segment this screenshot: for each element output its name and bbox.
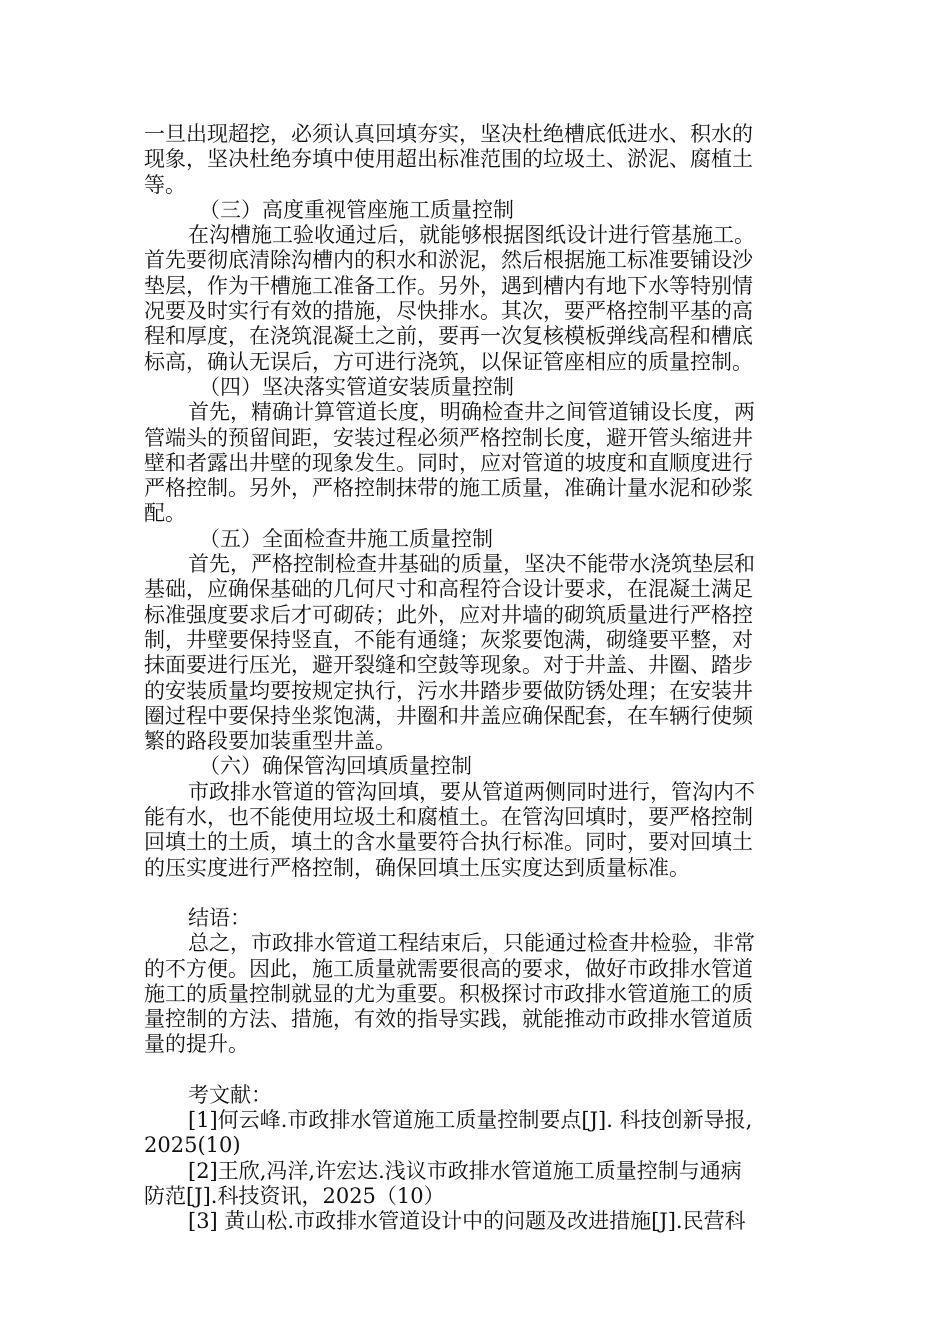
text-line: 首先要彻底清除沟槽内的积水和淤泥，然后根据施工标准要铺设沙 [144, 248, 753, 273]
blank-line [144, 1058, 804, 1083]
text-line: 的不方便。因此，施工质量就需要很高的要求，做好市政排水管道 [144, 956, 753, 981]
text-line: 市政排水管道的管沟回填，要从管道两侧同时进行，管沟内不 [188, 779, 755, 804]
text-line: [3] 黄山松.市政排水管道设计中的问题及改进措施[J].民营科 [188, 1209, 746, 1234]
text-line: 能有水，也不能使用垃圾土和腐植土。在管沟回填时，要严格控制 [144, 805, 753, 830]
text-line: 程和厚度，在浇筑混凝土之前，要再一次复核模板弹线高程和槽底 [144, 324, 753, 349]
section-heading: （六）确保管沟回填质量控制 [199, 754, 472, 779]
text-line: 首先，精确计算管道长度，明确检查井之间管道铺设长度，两 [188, 400, 755, 425]
text-line: 的压实度进行严格控制，确保回填土压实度达到质量标准。 [144, 855, 690, 880]
text-line: 结语： [188, 905, 251, 930]
section-heading: （三）高度重视管座施工质量控制 [199, 197, 514, 222]
text-line: 量的提升。 [144, 1032, 249, 1057]
text-line: 首先，严格控制检查井基础的质量，坚决不能带水浇筑垫层和 [188, 552, 755, 577]
section-heading: （四）坚决落实管道安装质量控制 [199, 374, 514, 399]
text-line: 况要及时实行有效的措施，尽快排水。其次，要严格控制平基的高 [144, 299, 753, 324]
text-line: 在沟槽施工验收通过后，就能够根据图纸设计进行管基施工。 [188, 223, 755, 248]
text-line: 标准强度要求后才可砌砖；此外，应对井墙的砌筑质量进行严格控 [144, 602, 753, 627]
text-line: 标高，确认无误后，方可进行浇筑，以保证管座相应的质量控制。 [144, 349, 753, 374]
text-line: [1]何云峰.市政排水管道施工质量控制要点[J]. 科技创新导报, [188, 1107, 753, 1132]
text-line: 现象，坚决杜绝夯填中使用超出标准范围的垃圾土、淤泥、腐植土 [144, 147, 753, 172]
text-line: 抹面要进行压光，避开裂缝和空鼓等现象。对于井盖、井圈、踏步 [144, 653, 753, 678]
text-line: 管端头的预留间距，安装过程必须严格控制长度，避开管头缩进井 [144, 425, 753, 450]
text-line: 繁的路段要加装重型井盖。 [144, 729, 396, 754]
text-line: [2]王欣,冯洋,许宏达.浅议市政排水管道施工质量控制与通病 [188, 1158, 742, 1183]
document-body [144, 122, 804, 1234]
text-line: 考文献： [188, 1082, 272, 1107]
text-line: 基础，应确保基础的几何尺寸和高程符合设计要求，在混凝土满足 [144, 577, 753, 602]
text-line: 壁和者露出井壁的现象发生。同时，应对管道的坡度和直顺度进行 [144, 450, 753, 475]
section-heading: （五）全面检查井施工质量控制 [199, 526, 493, 551]
text-line: 量控制的方法、措施，有效的指导实践，就能推动市政排水管道质 [144, 1007, 753, 1032]
text-line: 严格控制。另外，严格控制抹带的施工质量，准确计量水泥和砂浆 [144, 476, 753, 501]
text-line: 圈过程中要保持坐浆饱满，井圈和井盖应确保配套，在车辆行使频 [144, 703, 753, 728]
text-line: 总之，市政排水管道工程结束后，只能通过检查井检验，非常 [188, 931, 755, 956]
text-line: 配。 [144, 501, 186, 526]
text-line: 垫层，作为干槽施工准备工作。另外，遇到槽内有地下水等特别情 [144, 273, 753, 298]
text-line: 制，井壁要保持竖直，不能有通缝；灰浆要饱满，砌缝要平整，对 [144, 627, 753, 652]
text-line: 施工的质量控制就显的尤为重要。积极探讨市政排水管道施工的质 [144, 981, 753, 1006]
text-line: 的安装质量均要按规定执行，污水井踏步要做防锈处理；在安装井 [144, 678, 753, 703]
text-line: 回填土的土质，填土的含水量要符合执行标准。同时，要对回填土 [144, 830, 753, 855]
blank-line [144, 881, 804, 906]
text-line: 等。 [144, 172, 186, 197]
text-line: 防范[J].科技资讯，2025（10） [144, 1183, 445, 1208]
text-line: 2025(10) [144, 1133, 241, 1158]
text-line: 一旦出现超挖，必须认真回填夯实，坚决杜绝槽底低进水、积水的 [144, 122, 753, 146]
